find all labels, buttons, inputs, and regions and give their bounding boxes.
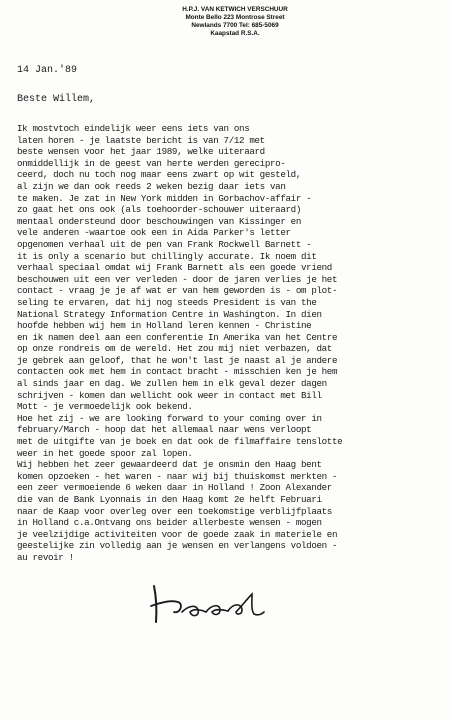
letterhead-name: H.P.J. VAN KETWICH VERSCHUUR <box>182 6 288 13</box>
letterhead-country: Kaapstad R.S.A. <box>210 29 260 37</box>
letter-body-line: zo gaat het ons ook (als toehoorder-schouwer uiteraard) <box>17 204 301 216</box>
letter-greeting: Beste Willem, <box>17 94 96 105</box>
letter-body-line: Ik mostvtoch eindelijk weer eens iets van ons <box>17 123 250 134</box>
letter-body-line: al zijn we dan ook reeds 2 weken bezig daar iets van <box>17 180 286 192</box>
letter-body-line: komen opzoeken - het waren - naar wij bij thuiskomst merkten - <box>17 470 338 482</box>
letter-date: 14 Jan.'89 <box>17 65 78 76</box>
letter-body-line: beschouwen uit een ver verleden - door de jaren verlies je het <box>17 273 338 285</box>
letterhead-city-tel: Newlands 7700 Tel: 685-5069 <box>191 21 279 29</box>
letter-body-line: geestelijke zin volledig aan je wensen en verlangens voldoen - <box>17 540 338 552</box>
letter-body-line: Wij hebben het zeer gewaardeerd dat je onsmin den Haag bent <box>17 459 322 471</box>
letter-body-line: Hoe het zij - we are looking forward to your coming over in <box>17 412 322 424</box>
letter-body-line: contact - vraag je je af wat er van hem geworden is - om plot- <box>17 285 338 297</box>
letter-body-line: seling te ervaren, dat hij nog steeds President is van the <box>17 296 317 308</box>
letter-body-line: february/March - hoop dat het allemaal naar wens verloopt <box>17 424 312 436</box>
letter-body-line: verhaal speciaal omdat wij Frank Barnett als een goede vriend <box>17 262 332 274</box>
letter-body-line: vele anderen -waartoe ook een in Aida Parker's letter <box>17 227 291 239</box>
letter-body-line: onmiddellijk in de geest van herte werden gerecipro- <box>17 157 286 169</box>
letter-body-line: schrijven - komen dan wellicht ook weer in contact met Bill <box>17 389 322 401</box>
letter-body-line: National Strategy Information Centre in Washington. In dien <box>17 308 322 320</box>
letter-body-line: it is only a scenario but chillingly accurate. Ik noem dit <box>17 250 317 262</box>
letter-body-line: beste wensen voor het jaar 1989, welke uiteraard <box>17 146 265 158</box>
letter-body-line: Mott - je vermoedelijk ook bekend. <box>17 401 193 413</box>
letter-body-line: met de uitgifte van je boek en dat ook de filmaffaire tenslotte <box>17 436 343 448</box>
letter-body-line: laten horen - je laatste bericht is van 7/12 met <box>17 134 265 146</box>
letterhead-street: Monte Bello 223 Montrose Street <box>185 13 285 21</box>
signature-icon <box>148 582 266 626</box>
letter-body <box>17 123 447 564</box>
letter-body-line: weer in het goede spoor zal lopen. <box>17 447 193 459</box>
letter-body-line: mentaal ondersteund door beschouwingen van Kissinger en <box>17 215 301 227</box>
letter-body-line: je veelzijdige activiteiten voor de goede zaak in materiele en <box>17 528 338 540</box>
letter-body-line: contacten ook met hem in contact bracht - misschien ken je hem <box>17 366 338 378</box>
letter-body-line: je gebrek aan geloof, that he won't last je naast al je andere <box>17 354 338 366</box>
letter-body-line: hoofde hebben wij hem in Holland leren kennen - Christine <box>17 320 312 332</box>
letterhead <box>140 6 330 38</box>
letter-body-line: naar de Kaap voor overleg over een toekomstige verblijfplaats <box>17 505 332 517</box>
letter-body-line: een zeer vermoeiende 6 weken daar in Holland ! Zoon Alexander <box>17 482 332 494</box>
letter-body-line: en ik namen deel aan een conferentie In Amerika van het Centre <box>17 331 338 343</box>
letter-body-line: au revoir ! <box>17 551 74 563</box>
letter-body-line: in Holland c.a.Ontvang ons beider allerbeste wensen - mogen <box>17 517 322 529</box>
letter-body-line: op onze rondreis om de wereld. Het zou mij niet verbazen, dat <box>17 343 332 355</box>
letter-body-line: te maken. Je zat in New York midden in Gorbachov-affair - <box>17 192 312 204</box>
letter-body-line: opgenomen verhaal uit de pen van Frank Rockwell Barnett - <box>17 238 312 250</box>
letter-body-line: ceerd, doch nu toch nog maar eens zwart op wit gesteld, <box>17 169 301 181</box>
letter-body-line: die van de Bank Lyonnais in den Haag komt 2e helft Februari <box>17 494 322 505</box>
letter-body-line: al sinds jaar en dag. We zullen hem in elk geval dezer dagen <box>17 378 327 390</box>
